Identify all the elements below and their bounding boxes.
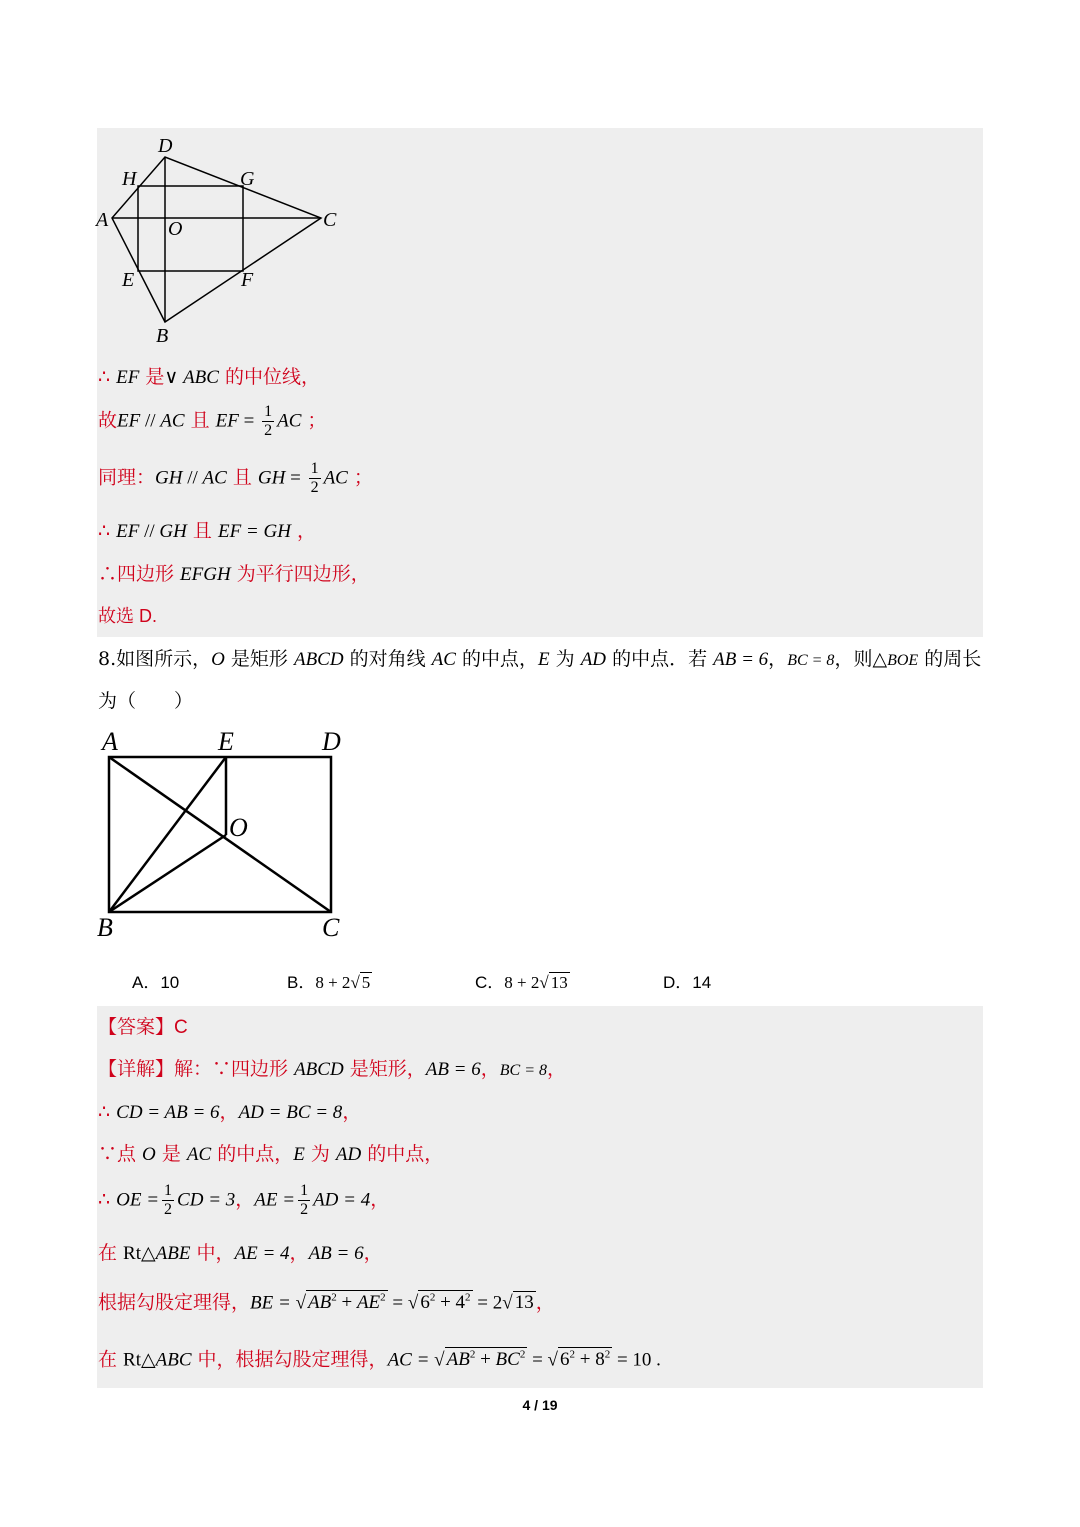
label-F: F xyxy=(241,269,254,291)
detail-line-6: 根据勾股定理得，BE = √ $AB^2 + AE^2$ = √ $6^2 + 4^2 = 2√$ 13 ， xyxy=(98,1291,555,1314)
label-O: O xyxy=(229,813,248,842)
label-B: B xyxy=(97,913,113,942)
detail-line-2: ∴ CD = AB = 6，AD = BC = 8， xyxy=(98,1101,362,1123)
fraction-half: $\frac{1}{2}$ xyxy=(164,1182,173,1218)
segment-bo xyxy=(109,835,226,912)
prev-line-3: 同理：GH // AC 且 GH = $\frac{1}{2}$ AC ； xyxy=(98,460,373,496)
answer-line: 【答案】C xyxy=(98,1016,188,1038)
prev-line-5: ∴四边形 EFGH 为平行四边形， xyxy=(98,563,370,585)
option-a[interactable]: A．10 xyxy=(132,973,180,992)
detail-line-3: ∵点 O 是 AC 的中点，E 为 AD 的中点， xyxy=(98,1143,444,1165)
question-8-line-1: 8.如图所示，O 是矩形 ABCD 的对角线 AC 的中点，E 为 AD 的中点．若 AB = 6，BC = 8，则△BOE 的周长 xyxy=(98,648,982,670)
label-A: A xyxy=(96,209,109,231)
page-number: 4 / 19 xyxy=(522,1397,558,1413)
label-G: G xyxy=(240,168,255,190)
rectangle-efgh xyxy=(138,186,243,271)
segment-be xyxy=(109,757,226,912)
detail-line-5: 在 Rt△ABE 中，AE = 4，AB = 6， xyxy=(98,1242,383,1264)
option-d[interactable]: D．14 xyxy=(663,973,712,992)
label-C: C xyxy=(322,913,340,942)
rectangle-figure xyxy=(95,725,355,945)
fraction-half: $\frac{1}{2}$ xyxy=(310,460,319,496)
label-E: E xyxy=(218,727,234,756)
fraction-half: $\frac{1}{2}$ xyxy=(300,1182,309,1218)
label-D: D xyxy=(322,727,341,756)
prev-line-1: ∴ EF 是∨ ABC 的中位线， xyxy=(98,366,320,388)
prev-line-2: 故EF // AC 且 EF = $\frac{1}{2}$ AC ； xyxy=(98,403,327,439)
label-B: B xyxy=(156,325,169,347)
detail-line-7: 在 Rt△ABC 中，根据勾股定理得，AC = √ $AB^2 + BC^2$ = √ $6^2 + 8^2 = 10$ . xyxy=(98,1348,661,1371)
label-H: H xyxy=(122,168,137,190)
prev-line-4: ∴ EF // GH 且 EF = GH ， xyxy=(98,520,316,542)
question-8-line-2: 为（ ） xyxy=(98,690,194,712)
option-c[interactable]: C．8 + 2√ 13 xyxy=(475,973,568,992)
option-b[interactable]: B．8 + 2√ 5 xyxy=(287,973,371,992)
fraction-half: $\frac{1}{2}$ xyxy=(264,403,273,439)
detail-line-1: 【详解】解：∵四边形 ABCD 是矩形，AB = 6，BC = 8， xyxy=(98,1058,567,1080)
kite-outline xyxy=(112,157,321,322)
label-E: E xyxy=(122,269,135,291)
label-C: C xyxy=(323,209,337,231)
detail-line-4: ∴ OE = $\frac{1}{2}$ CD = 3，AE = $\frac{1}{2}$ AD = 4， xyxy=(98,1182,390,1218)
prev-line-6: 故选 D. xyxy=(98,606,158,626)
label-O: O xyxy=(168,218,183,240)
label-A: A xyxy=(102,727,118,756)
kite-figure xyxy=(95,130,355,350)
label-D: D xyxy=(158,135,173,157)
